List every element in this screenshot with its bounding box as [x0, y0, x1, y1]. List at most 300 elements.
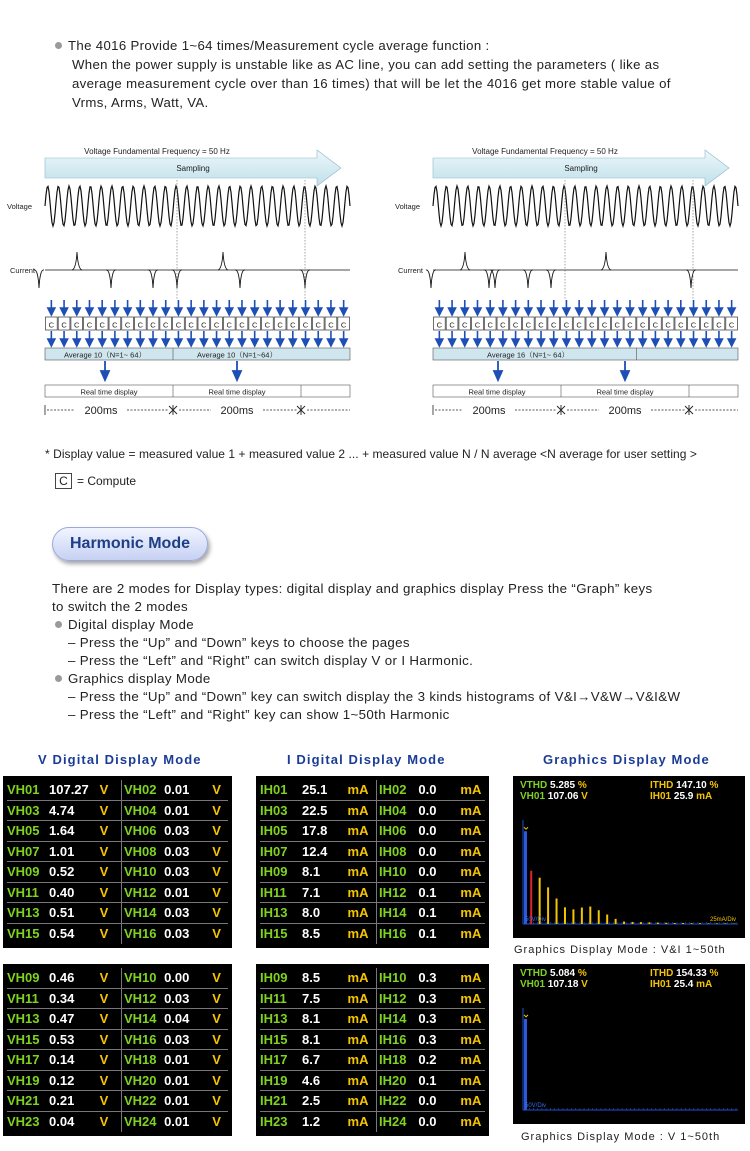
- digital-mode-item: – Press the “Left” and “Right” can switch display V or I Harmonic.: [68, 653, 474, 668]
- sample-arrow-icon: [715, 300, 722, 315]
- table-cell-group: [121, 1091, 227, 1111]
- current-harmonic-bar: [530, 871, 532, 924]
- compute-arrow-icon: [277, 331, 284, 346]
- compute-arrow-icon: [99, 331, 106, 346]
- harmonic-value: 0.3: [418, 1011, 437, 1027]
- harmonic-unit: V: [99, 782, 109, 798]
- harmonic-order: VH03: [7, 802, 40, 818]
- bullet-icon: [55, 675, 62, 682]
- table-cell-group: [7, 801, 121, 821]
- harmonic-value: 0.34: [49, 990, 75, 1006]
- table-row: [260, 924, 485, 945]
- table-cell-group: [376, 1091, 484, 1111]
- harmonic-value: 0.21: [49, 1093, 75, 1109]
- vh-label: VH01: [520, 791, 546, 802]
- table-cell-group: [376, 821, 484, 841]
- table-row: [260, 821, 485, 842]
- sampling-label: Sampling: [176, 164, 210, 173]
- table-cell-group: [121, 862, 227, 882]
- compute-arrow-icon: [340, 331, 347, 346]
- current-pulse: [601, 252, 611, 270]
- sample-arrow-icon: [614, 300, 621, 315]
- compute-arrow-icon: [601, 331, 608, 346]
- current-pulse: [460, 252, 470, 270]
- table-row: [7, 1009, 228, 1030]
- harmonic-unit: mA: [347, 884, 369, 900]
- harmonic-value: 0.0: [418, 802, 437, 818]
- harmonic-chart-vi: [513, 776, 745, 938]
- table-cell-group: [121, 903, 227, 923]
- compute-arrow-icon: [614, 331, 621, 346]
- harmonic-value: 0.01: [164, 1093, 190, 1109]
- harmonic-value: 8.5: [302, 926, 321, 942]
- harmonic-order: VH02: [124, 782, 157, 798]
- vh-unit: V: [581, 979, 588, 990]
- time-label: 200ms: [472, 405, 506, 417]
- time-marker-icon: [297, 405, 305, 415]
- harmonic-order: VH22: [124, 1093, 157, 1109]
- table-row: [260, 862, 485, 883]
- compute-arrow-icon: [487, 331, 494, 346]
- table-cell-group: [7, 1050, 121, 1070]
- compute-box-label: C: [264, 320, 271, 330]
- harmonic-order: IH02: [379, 782, 407, 798]
- harmonic-unit: V: [212, 864, 221, 880]
- compute-legend: [55, 473, 136, 489]
- realtime-display-label: Real time display: [468, 387, 526, 397]
- harmonic-order: VH16: [124, 926, 157, 942]
- harmonic-unit: V: [212, 802, 221, 818]
- harmonic-value: 8.1: [302, 864, 321, 880]
- table-row: [7, 924, 228, 945]
- harmonic-value: 0.1: [418, 1072, 437, 1088]
- ih-unit: mA: [696, 791, 713, 802]
- timing-diagram-right: [393, 140, 750, 425]
- voltage-scale-label: 50V/Div: [525, 917, 547, 923]
- harmonic-order: VH13: [7, 905, 40, 921]
- harmonic-order: IH19: [260, 1072, 288, 1088]
- sample-arrow-icon: [48, 300, 55, 315]
- sample-arrow-icon: [226, 300, 233, 315]
- table-cell-group: [121, 801, 227, 821]
- vthd-label: VTHD: [520, 780, 548, 791]
- harmonic-order: IH11: [260, 884, 287, 900]
- table-row: [7, 903, 228, 924]
- vthd-value: 5.285: [550, 780, 576, 791]
- current-harmonic-bar: [623, 922, 625, 924]
- harmonic-order: VH14: [124, 1011, 157, 1027]
- harmonic-unit: V: [212, 970, 221, 986]
- v-digital-header: V Digital Display Mode: [38, 752, 202, 767]
- compute-arrow-icon: [213, 331, 220, 346]
- sample-arrow-icon: [499, 300, 506, 315]
- harmonic-unit: mA: [460, 1072, 482, 1088]
- harmonic-unit: mA: [460, 823, 482, 839]
- time-label: 200ms: [608, 405, 642, 417]
- sample-arrow-icon: [340, 300, 347, 315]
- compute-arrow-icon: [327, 331, 334, 346]
- compute-box-label: C: [652, 320, 659, 330]
- harmonic-order: VH14: [124, 905, 157, 921]
- compute-box-label: C: [665, 320, 671, 330]
- harmonic-order: IH16: [379, 1031, 407, 1047]
- sample-arrow-icon: [111, 300, 118, 315]
- fundamental-marker-icon: [524, 1015, 528, 1017]
- compute-box-label: C: [576, 320, 582, 330]
- table-cell-group: [260, 924, 376, 945]
- compute-box-label: C: [525, 320, 532, 330]
- current-harmonic-bar: [691, 923, 693, 924]
- compute-box-label: C: [614, 320, 620, 330]
- harmonic-unit: mA: [460, 970, 482, 986]
- compute-arrow-icon: [703, 331, 710, 346]
- table-cell-group: [376, 903, 484, 923]
- compute-box-label: C: [563, 320, 570, 330]
- sample-arrow-icon: [315, 300, 322, 315]
- fundamental-marker-icon: [524, 827, 528, 829]
- current-label: Current: [10, 266, 36, 275]
- graphics-mode-item: – Press the “Up” and “Down” key can switch display the 3 kinds histograms of V&I→V&W→V&I&W: [68, 689, 681, 704]
- sample-arrow-icon: [690, 300, 697, 315]
- table-cell-group: [260, 883, 376, 903]
- compute-box-label: C: [226, 320, 232, 330]
- harmonic-unit: mA: [347, 926, 369, 942]
- harmonic-unit: mA: [347, 802, 369, 818]
- table-row: [260, 883, 485, 904]
- harmonic-order: VH19: [7, 1072, 40, 1088]
- table-cell-group: [376, 801, 484, 821]
- harmonic-unit: mA: [347, 1114, 369, 1130]
- harmonic-value: 0.3: [418, 1031, 437, 1047]
- compute-box-label: C: [678, 320, 684, 330]
- table-cell-group: [260, 1009, 376, 1029]
- compute-arrow-icon: [715, 331, 722, 346]
- table-cell-group: [376, 1009, 484, 1029]
- compute-arrow-icon: [499, 331, 506, 346]
- sample-arrow-icon: [73, 300, 80, 315]
- harmonic-value: 0.12: [49, 1072, 75, 1088]
- table-row: [7, 842, 228, 863]
- sample-arrow-icon: [639, 300, 646, 315]
- sample-arrow-icon: [99, 300, 106, 315]
- table-cell-group: [7, 842, 121, 862]
- table-cell-group: [260, 862, 376, 882]
- bullet-icon: [55, 42, 62, 49]
- time-marker-icon: [169, 405, 177, 415]
- compute-arrow-icon: [563, 331, 570, 346]
- compute-box-label: C: [99, 320, 105, 330]
- harmonic-value: 0.0: [418, 1093, 437, 1109]
- harmonic-value: 0.01: [164, 1072, 190, 1088]
- sample-arrow-icon: [150, 300, 157, 315]
- sample-arrow-icon: [626, 300, 633, 315]
- table-cell-group: [7, 924, 121, 945]
- compute-box-label: C: [487, 320, 493, 330]
- table-cell-group: [121, 1071, 227, 1091]
- current-label: Current: [398, 266, 424, 275]
- v-digital-table-page1: [3, 776, 232, 948]
- harmonic-value: 0.52: [49, 864, 75, 880]
- harmonic-value: 0.0: [418, 823, 437, 839]
- harmonic-unit: mA: [347, 990, 369, 1006]
- sample-arrow-icon: [175, 300, 182, 315]
- harmonic-order: VH15: [7, 1031, 40, 1047]
- table-cell-group: [7, 903, 121, 923]
- display-arrow-icon: [621, 361, 629, 380]
- ih-value: 25.9: [673, 791, 694, 802]
- harmonic-order: VH21: [7, 1093, 40, 1109]
- current-pulse: [34, 270, 44, 288]
- harmonic-unit: V: [99, 864, 109, 880]
- harmonic-order: VH18: [124, 1052, 157, 1068]
- current-scale-label: 25mA/Div: [709, 917, 736, 923]
- table-cell-group: [121, 780, 227, 800]
- harmonic-unit: V: [212, 782, 221, 798]
- harmonic-order: IH23: [260, 1114, 288, 1130]
- compute-arrow-icon: [137, 331, 144, 346]
- compute-arrow-icon: [652, 331, 659, 346]
- table-cell-group: [260, 780, 376, 800]
- harmonic-unit: mA: [460, 1093, 482, 1109]
- sample-arrow-icon: [137, 300, 144, 315]
- table-cell-group: [7, 1030, 121, 1050]
- harmonic-order: VH23: [7, 1114, 40, 1130]
- harmonic-unit: V: [99, 970, 109, 986]
- sample-arrow-icon: [525, 300, 532, 315]
- realtime-display-label: Real time display: [596, 387, 654, 397]
- harmonic-unit: V: [212, 990, 221, 1006]
- harmonic-order: IH16: [379, 926, 407, 942]
- harmonic-unit: mA: [460, 782, 482, 798]
- compute-box-label: C: [601, 320, 608, 330]
- compute-arrow-icon: [188, 331, 195, 346]
- harmonic-value: 0.1: [418, 905, 437, 921]
- average-bar: [433, 348, 738, 360]
- harmonic-value: 0.3: [418, 990, 437, 1006]
- time-marker-icon: [557, 405, 565, 415]
- average-label: Average 16（N=1~ 64）: [487, 350, 569, 360]
- table-row: [260, 1071, 485, 1092]
- compute-box-label: C: [328, 320, 334, 330]
- current-harmonic-bar: [716, 923, 718, 924]
- sample-arrow-icon: [436, 300, 443, 315]
- compute-box-label: C: [48, 320, 55, 330]
- current-harmonic-bar: [598, 910, 600, 924]
- harmonic-value: 0.2: [418, 1052, 437, 1068]
- vthd-unit: %: [577, 780, 587, 791]
- table-row: [7, 862, 228, 883]
- harmonic-unit: V: [212, 905, 221, 921]
- harmonic-value: 0.01: [164, 782, 190, 798]
- harmonic-value: 0.00: [164, 970, 190, 986]
- ithd-unit: %: [709, 780, 719, 791]
- current-pulse: [148, 270, 158, 288]
- compute-box-label: C: [163, 320, 169, 330]
- sample-arrow-icon: [576, 300, 583, 315]
- sample-arrow-icon: [86, 300, 93, 315]
- table-row: [260, 1112, 485, 1133]
- compute-box-label: C: [175, 320, 182, 330]
- harmonic-unit: mA: [347, 1072, 369, 1088]
- harmonic-order: VH16: [124, 1031, 157, 1047]
- compute-box-label: C: [137, 320, 144, 330]
- current-harmonic-bar: [632, 922, 634, 924]
- harmonic-value: 0.03: [164, 926, 190, 942]
- harmonic-unit: V: [212, 823, 221, 839]
- harmonic-unit: mA: [347, 970, 369, 986]
- intro-line: average measurement cycle over than 16 times) that will be let the 4016 get more stable value of: [72, 76, 671, 91]
- harmonic-value: 0.03: [164, 843, 190, 859]
- harmonic-order: IH14: [379, 905, 407, 921]
- timing-diagram-left: [5, 140, 365, 425]
- harmonic-value: 0.53: [49, 1031, 75, 1047]
- harmonic-order: IH03: [260, 802, 288, 818]
- compute-box-label: C: [201, 320, 207, 330]
- ih-value: 25.4: [673, 979, 694, 990]
- compute-arrow-icon: [538, 331, 545, 346]
- compute-arrow-icon: [226, 331, 233, 346]
- compute-box-label: C: [690, 320, 697, 330]
- vh-unit: V: [581, 791, 588, 802]
- voltage-harmonic-bar: [524, 1019, 527, 1110]
- sample-arrow-icon: [461, 300, 468, 315]
- harmonic-unit: V: [212, 884, 221, 900]
- harmonic-order: IH12: [379, 990, 407, 1006]
- table-row: [260, 1030, 485, 1051]
- harmonic-unit: mA: [460, 864, 482, 880]
- harmonic-value: 0.3: [418, 970, 437, 986]
- compute-arrow-icon: [626, 331, 633, 346]
- i-digital-table-page2: [256, 964, 489, 1136]
- current-pulse: [426, 270, 436, 288]
- table-row: [7, 780, 228, 801]
- sample-arrow-icon: [652, 300, 659, 315]
- harmonic-unit: mA: [460, 884, 482, 900]
- harmonic-order: IH05: [260, 823, 288, 839]
- sample-arrow-icon: [588, 300, 595, 315]
- compute-arrow-icon: [302, 331, 309, 346]
- compute-box-label: C: [213, 320, 220, 330]
- table-cell-group: [260, 903, 376, 923]
- harmonic-unit: mA: [347, 1052, 369, 1068]
- table-row: [7, 883, 228, 904]
- average-label: Average 10（N=1~ 64）: [64, 350, 146, 360]
- compute-arrow-icon: [61, 331, 68, 346]
- compute-box-label: C: [315, 320, 321, 330]
- harmonic-unit: V: [99, 1093, 109, 1109]
- sample-arrow-icon: [61, 300, 68, 315]
- ithd-unit: %: [709, 968, 719, 979]
- table-cell-group: [376, 1071, 484, 1091]
- display-arrow-icon: [233, 361, 241, 380]
- harmonic-unit: V: [99, 1114, 109, 1130]
- compute-arrow-icon: [73, 331, 80, 346]
- harmonic-value: 0.0: [418, 1114, 437, 1130]
- compute-arrow-icon: [588, 331, 595, 346]
- compute-arrow-icon: [436, 331, 443, 346]
- compute-box-label: C: [589, 320, 595, 330]
- ithd-value: 147.10: [676, 780, 707, 791]
- harmonic-line: to switch the 2 modes: [52, 599, 188, 614]
- compute-box-label: C: [639, 320, 646, 330]
- harmonic-order: VH11: [7, 884, 39, 900]
- intro-heading: The 4016 Provide 1~64 times/Measurement cycle average function :: [68, 38, 490, 53]
- compute-box-label: C: [74, 320, 80, 330]
- table-cell-group: [260, 842, 376, 862]
- harmonic-mode-badge: Harmonic Mode: [52, 527, 208, 561]
- graphics-mode-item: – Press the “Left” and “Right” key can show 1~50th Harmonic: [68, 707, 450, 722]
- harmonic-order: IH10: [379, 970, 407, 986]
- compute-box-label: C: [512, 320, 519, 330]
- harmonic-unit: mA: [347, 823, 369, 839]
- table-cell-group: [376, 1030, 484, 1050]
- harmonic-unit: V: [212, 926, 221, 942]
- harmonic-unit: mA: [347, 864, 369, 880]
- compute-box-label: C: [462, 320, 468, 330]
- table-cell-group: [121, 821, 227, 841]
- table-row: [260, 801, 485, 822]
- current-harmonic-bar: [589, 907, 591, 924]
- table-row: [260, 1091, 485, 1112]
- i-digital-header: I Digital Display Mode: [287, 752, 446, 767]
- sample-arrow-icon: [213, 300, 220, 315]
- harmonic-value: 2.5: [302, 1093, 321, 1109]
- table-cell-group: [376, 1112, 484, 1133]
- harmonic-value: 0.46: [49, 970, 75, 986]
- harmonic-unit: V: [99, 1072, 109, 1088]
- harmonic-value: 8.1: [302, 1011, 321, 1027]
- ithd-value: 154.33: [676, 968, 707, 979]
- harmonic-order: IH22: [379, 1093, 407, 1109]
- harmonic-value: 0.1: [418, 926, 437, 942]
- compute-box-label: C: [728, 320, 735, 330]
- compute-arrow-icon: [677, 331, 684, 346]
- table-row: [7, 1030, 228, 1051]
- table-cell-group: [376, 989, 484, 1009]
- time-marker-icon: [685, 405, 693, 415]
- table-cell-group: [260, 1091, 376, 1111]
- compute-arrow-icon: [550, 331, 557, 346]
- harmonic-unit: mA: [460, 990, 482, 1006]
- compute-arrow-icon: [639, 331, 646, 346]
- sample-arrow-icon: [289, 300, 296, 315]
- harmonic-unit: mA: [347, 782, 369, 798]
- time-label: 200ms: [220, 405, 254, 417]
- table-cell-group: [121, 1112, 227, 1133]
- harmonic-unit: V: [99, 926, 109, 942]
- harmonic-unit: mA: [460, 1114, 482, 1130]
- harmonic-order: VH17: [7, 1052, 40, 1068]
- voltage-waveform: [45, 186, 350, 226]
- harmonic-chart-v: [513, 964, 745, 1124]
- current-harmonic-bar: [707, 923, 709, 924]
- digital-mode-item: – Press the “Up” and “Down” keys to choose the pages: [68, 635, 410, 650]
- compute-arrow-icon: [449, 331, 456, 346]
- table-row: [260, 842, 485, 863]
- harmonic-order: VH07: [7, 843, 40, 859]
- harmonic-value: 0.03: [164, 990, 190, 1006]
- harmonic-order: IH01: [260, 782, 288, 798]
- current-pulse: [523, 270, 533, 288]
- harmonic-description: [52, 580, 742, 724]
- compute-box-label: C: [290, 320, 296, 330]
- current-harmonic-bar: [674, 923, 676, 924]
- table-cell-group: [260, 821, 376, 841]
- compute-arrow-icon: [124, 331, 131, 346]
- table-cell-group: [7, 862, 121, 882]
- harmonic-unit: mA: [460, 843, 482, 859]
- vthd-label: VTHD: [520, 968, 548, 979]
